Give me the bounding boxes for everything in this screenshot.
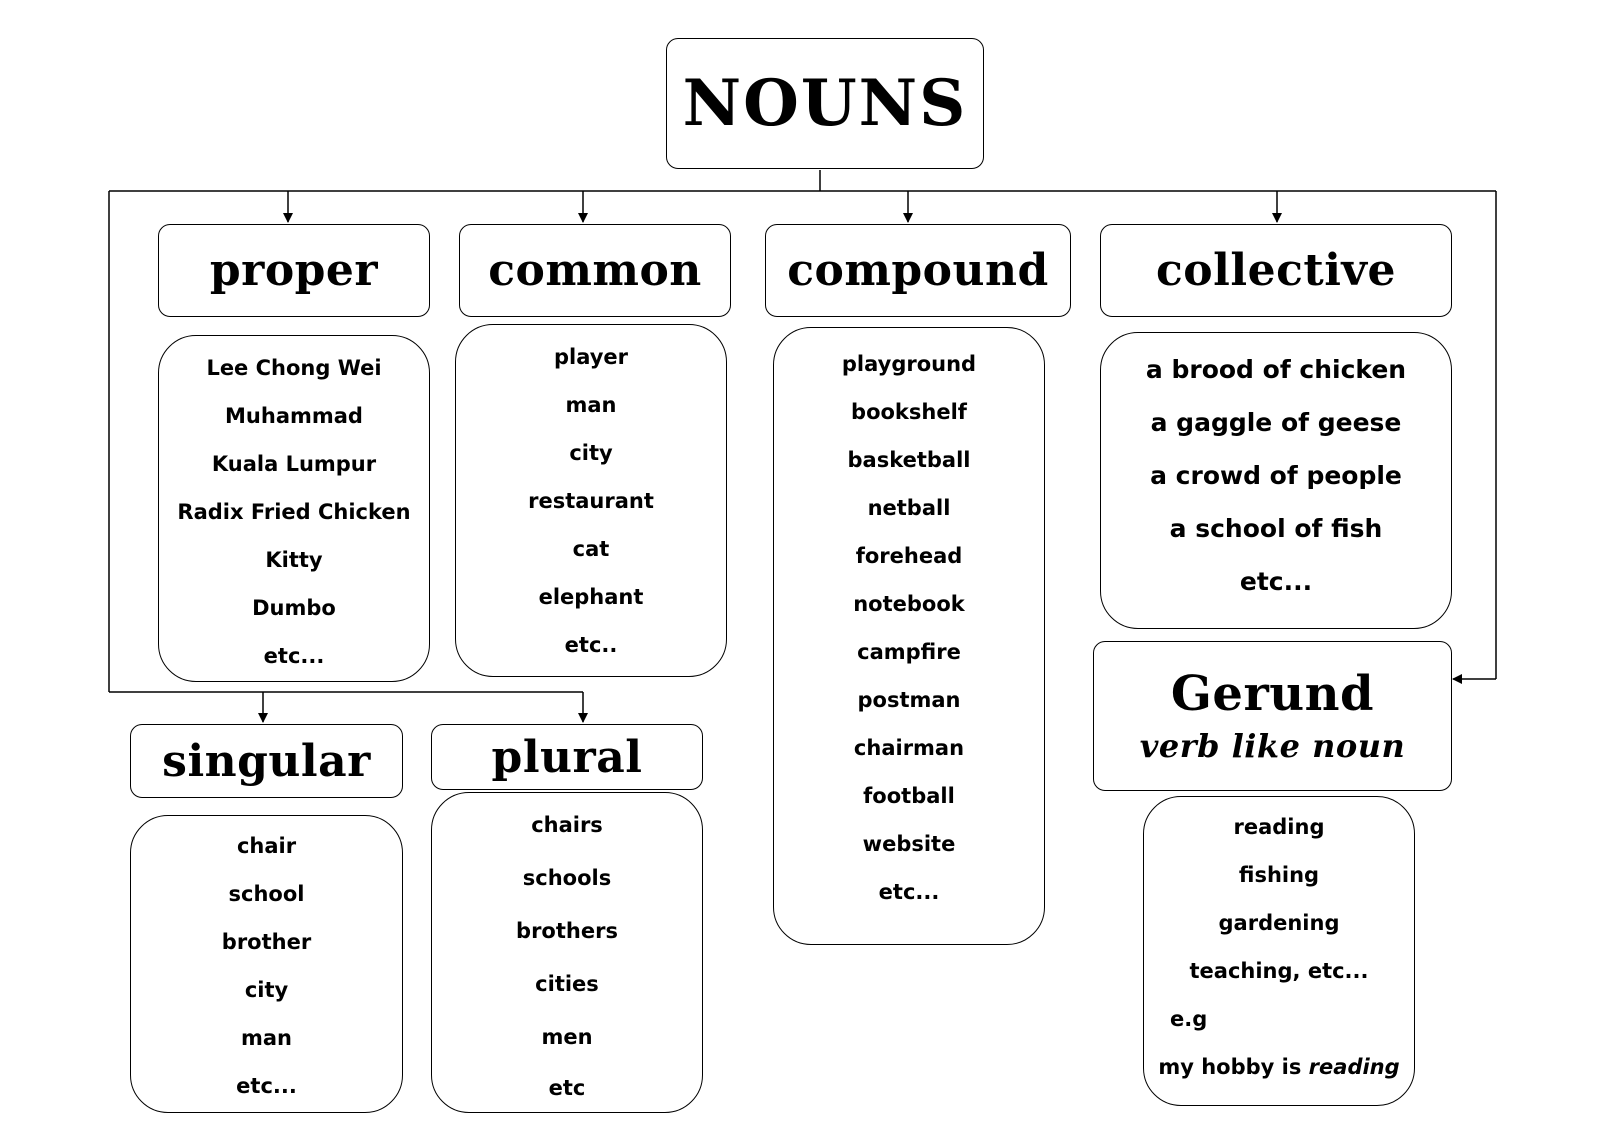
list-item: a brood of chicken (1145, 355, 1407, 384)
example-label: e.g (1170, 1007, 1208, 1031)
list-item: city (569, 441, 613, 465)
list-item: city (244, 978, 289, 1002)
list-item: etc... (1239, 567, 1313, 596)
list-item: etc... (263, 644, 325, 668)
collective-header: collective (1156, 245, 1396, 296)
list-item: etc.. (564, 633, 618, 657)
list-item: etc... (236, 1074, 297, 1098)
list-item: elephant (538, 585, 644, 609)
list-item: etc... (878, 880, 940, 904)
list-item: bookshelf (851, 400, 967, 424)
collective-header-box (1100, 224, 1452, 317)
list-item: Muhammad (225, 404, 363, 428)
list-item: fishing (1238, 863, 1320, 887)
common-header: common (488, 245, 702, 296)
gerund-header: Gerund (1170, 666, 1375, 722)
example-emphasis: reading (1308, 1055, 1400, 1079)
singular-header-box (130, 724, 403, 798)
page-title: NOUNS (682, 66, 968, 141)
collective-list-box (1100, 332, 1452, 629)
list-item: chair (236, 834, 297, 858)
list-item: postman (857, 688, 961, 712)
list-item: schools (522, 866, 612, 890)
compound-header-box (765, 224, 1071, 317)
list-item: notebook (853, 592, 965, 616)
gerund-subheader: verb like noun (1139, 727, 1406, 765)
compound-list-box (773, 327, 1045, 945)
example-sentence (1158, 1043, 1399, 1091)
gerund-list-box (1143, 796, 1415, 1106)
list-item: Kitty (265, 548, 323, 572)
list-item: reading (1233, 815, 1325, 839)
list-item: Radix Fried Chicken (177, 500, 411, 524)
list-item: chairman (853, 736, 965, 760)
list-item: football (863, 784, 955, 808)
list-item: Dumbo (252, 596, 336, 620)
list-item: Kuala Lumpur (211, 452, 377, 476)
singular-header: singular (162, 735, 371, 787)
list-item: etc (548, 1076, 586, 1100)
proper-header: proper (209, 245, 379, 296)
list-item: forehead (855, 544, 963, 568)
list-item: campfire (857, 640, 961, 664)
list-item: Lee Chong Wei (206, 356, 382, 380)
example-text: my hobby is (1158, 1055, 1309, 1079)
nouns-title-box (666, 38, 984, 169)
list-item: brothers (516, 919, 618, 943)
common-list-box (455, 324, 727, 677)
list-item: teaching, etc... (1189, 959, 1369, 983)
list-item: men (541, 1025, 593, 1049)
list-item: player (553, 345, 629, 369)
list-item: a school of fish (1169, 514, 1383, 543)
list-item: gardening (1218, 911, 1340, 935)
common-header-box (459, 224, 731, 317)
list-item: website (862, 832, 956, 856)
list-item: restaurant (528, 489, 654, 513)
list-item: a crowd of people (1150, 461, 1402, 490)
list-item: cities (535, 972, 599, 996)
list-item: man (240, 1026, 292, 1050)
list-item: netball (867, 496, 951, 520)
plural-list-box (431, 792, 703, 1113)
compound-header: compound (787, 245, 1049, 296)
list-item: basketball (847, 448, 971, 472)
proper-header-box (158, 224, 430, 317)
list-item: cat (572, 537, 610, 561)
list-item: man (565, 393, 617, 417)
list-item: school (228, 882, 305, 906)
list-item: playground (841, 352, 977, 376)
list-item: a gaggle of geese (1150, 408, 1402, 437)
plural-header: plural (491, 731, 643, 783)
plural-header-box (431, 724, 703, 790)
list-item: chairs (531, 813, 603, 837)
gerund-header-box (1093, 641, 1452, 791)
proper-list-box (158, 335, 430, 682)
singular-list-box (130, 815, 403, 1113)
list-item: brother (221, 930, 312, 954)
